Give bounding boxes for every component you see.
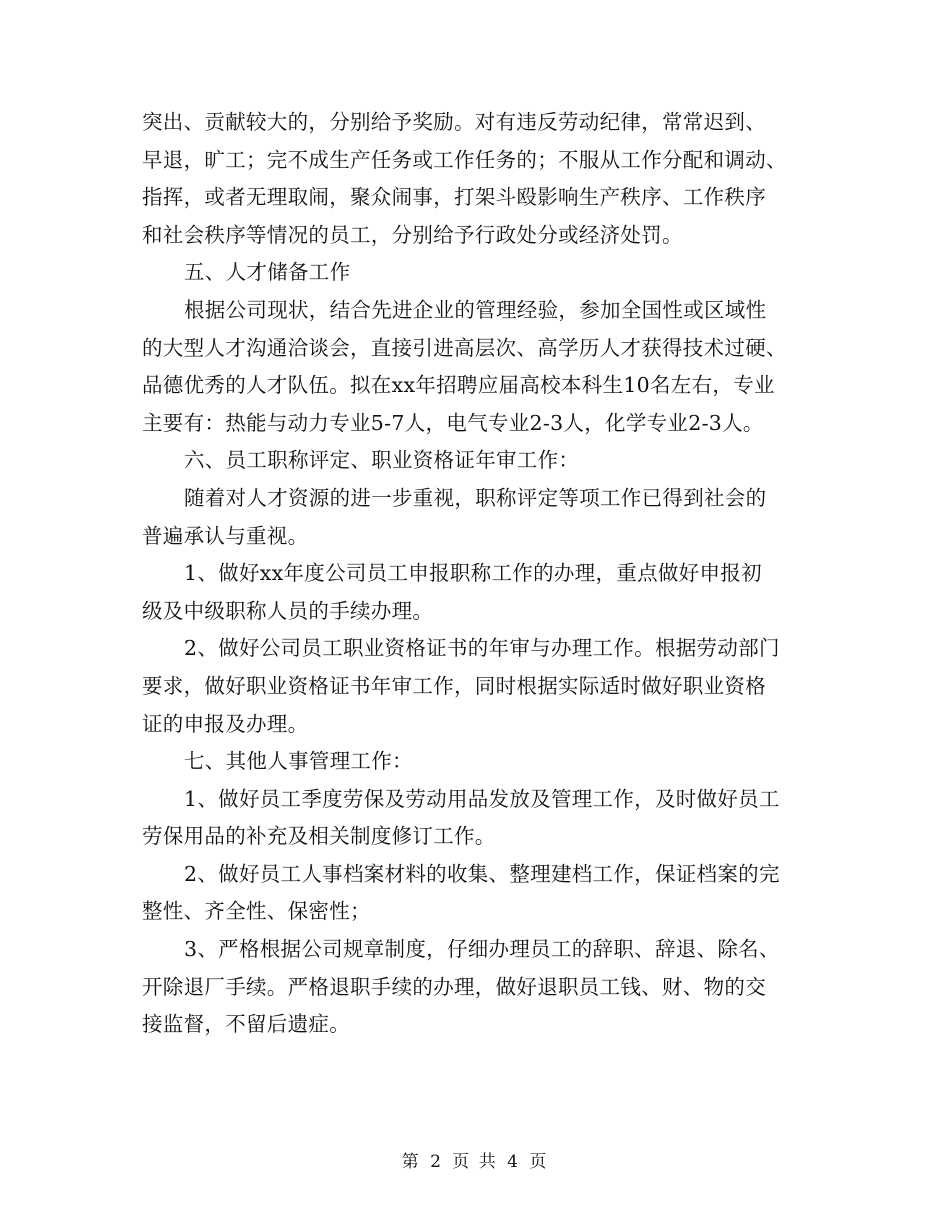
- text-line: 开除退厂手续。严格退职手续的办理，做好退职员工钱、财、物的交: [142, 974, 766, 999]
- list-item-line: 1、做好员工季度劳保及劳动用品发放及管理工作，及时做好员工: [184, 786, 780, 811]
- list-item-line: 3、严格根据公司规章制度，仔细办理员工的辞职、辞退、除名、: [184, 937, 780, 962]
- text-line: 接监督，不留后遗症。: [142, 1012, 350, 1037]
- section-heading-talent-reserve: 五、人才储备工作: [184, 260, 351, 285]
- footer-middle: 页 共: [452, 1152, 498, 1172]
- text-line: 指挥，或者无理取闹，聚众闹事，打架斗殴影响生产秩序、工作秩序: [142, 185, 766, 210]
- text-line: 普遍承认与重视。: [142, 523, 309, 548]
- section-heading-title-evaluation: 六、员工职称评定、职业资格证年审工作：: [184, 448, 580, 473]
- list-item-line: 1、做好xx年度公司员工申报职称工作的办理，重点做好申报初: [184, 561, 762, 586]
- text-line: 证的申报及办理。: [142, 711, 309, 736]
- text-line: 的大型人才沟通洽谈会，直接引进高层次、高学历人才获得技术过硬、: [142, 335, 787, 360]
- list-item-line: 2、做好公司员工职业资格证书的年审与办理工作。根据劳动部门: [184, 636, 780, 661]
- section-heading-other-hr-work: 七、其他人事管理工作：: [184, 749, 413, 774]
- text-line: 和社会秩序等情况的员工，分别给予行政处分或经济处罚。: [142, 222, 683, 247]
- text-line: 整性、齐全性、保密性；: [142, 899, 371, 924]
- text-line: 劳保用品的补充及相关制度修订工作。: [142, 824, 496, 849]
- document-body: [142, 104, 814, 1044]
- text-line: 根据公司现状，结合先进企业的管理经验，参加全国性或区域性: [184, 297, 767, 322]
- text-line: 随着对人才资源的进一步重视，职称评定等项工作已得到社会的: [184, 485, 767, 510]
- text-line: 早退，旷工；完不成生产任务或工作任务的；不服从工作分配和调动、: [142, 147, 787, 172]
- text-line: 品德优秀的人才队伍。拟在xx年招聘应届高校本科生10名左右，专业: [142, 373, 775, 398]
- text-line: 要求，做好职业资格证书年审工作，同时根据实际适时做好职业资格: [142, 673, 766, 698]
- text-line: 突出、贡献较大的，分别给予奖励。对有违反劳动纪律，常常迟到、: [142, 110, 766, 134]
- page-footer: [0, 1147, 950, 1172]
- footer-prefix: 第: [401, 1152, 421, 1172]
- total-page-number: 4: [507, 1152, 520, 1172]
- text-line: 级及中级职称人员的手续办理。: [142, 598, 434, 623]
- current-page-number: 2: [430, 1152, 443, 1172]
- list-item-line: 2、做好员工人事档案材料的收集、整理建档工作，保证档案的完: [184, 861, 780, 886]
- footer-suffix: 页: [529, 1152, 549, 1172]
- text-line: 主要有：热能与动力专业5-7人，电气专业2-3人，化学专业2-3人。: [142, 410, 764, 435]
